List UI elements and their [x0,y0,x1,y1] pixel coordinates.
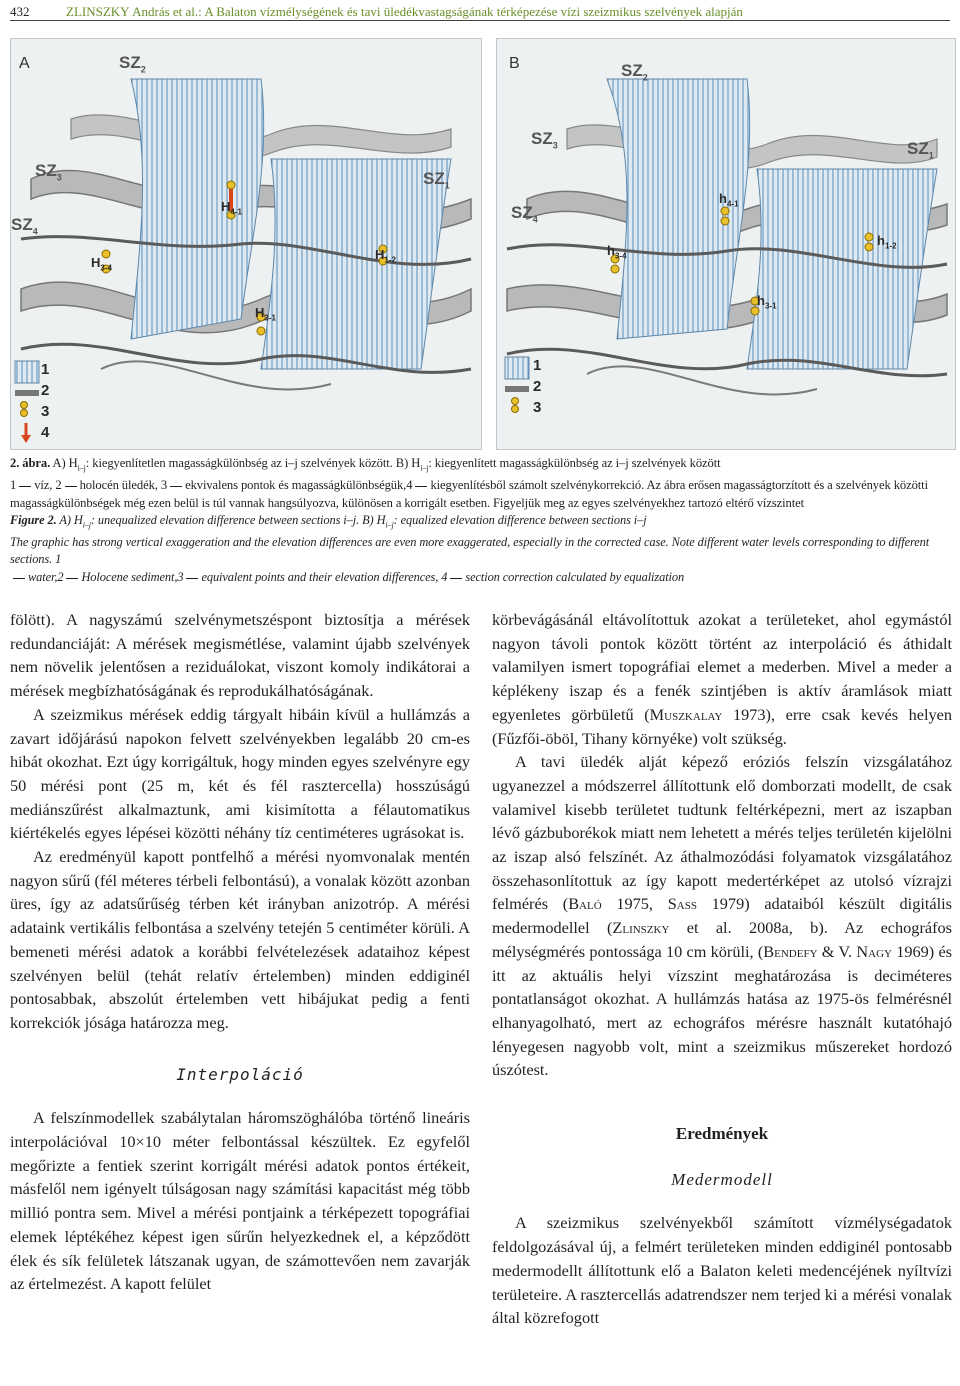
section-heading-eredmenyek: Eredmények [675,1124,769,1144]
paragraph: A szeizmikus szelvényekből számított vízmélységadatok feldolgozásával új, a felmért területeken minden eddiginél pontosabb medermodellt állítottunk elő a Balaton keleti medencéjének nyíltvízi területeire. A rasztercellás adatrendszer nem terjed ki a mérési vonalak által közrefogott [492,1213,952,1328]
legend-number: 3 [533,399,542,416]
right-column [492,608,952,1330]
section-label: $SZ_1$ [423,169,450,191]
legend-number: 3 [41,403,50,420]
panel-a-label: A [19,55,30,72]
panel-b-label: B [509,55,520,72]
panel-a-drawing [11,39,481,449]
elevation-label: $H_{3-1}$ [255,305,276,323]
paragraph: A tavi üledék alját képező eróziós felszín vizsgálatához ugyanezzel a módszerrel állítottunk elő domborzati modellt, de csak valamivel kisebb területet tudtunk feltérképezni, mert az iszapban lévő gázbuborékok miatt nem lehetett a mérés teljes területén kijelölni az iszap alsó felszínét. Az áthalmozódási folyamatok vizsgálatához összehasonlítottuk az így kapott medertérképet az utolsó vízrajzi felmérés (Baló 1975, Sass 1979) adataiból készült digitális medermodellel (Zlinszky et al. 2008a, b). Az echográfos mélységmérés pontossága 10 cm körüli, (Bendefy & V. Nagy 1969) és itt az aktuális helyi vízszint meghatározása is deciméteres pontatlanságot okozhat. A hullámzás hatása az 1975-ös felmérésnél elhanyagolható, mert az echográfos mérésre használt kutatóhajó lényegesen nagyobb volt, mint a szeizmikus műszereket hordozó úszótest. [492,752,953,1080]
legend-number: 1 [533,357,542,374]
page-number: 432 [10,4,30,19]
legend-number: 2 [41,382,50,399]
elevation-label: $H_{4-1}$ [221,199,242,217]
elevation-label: $H_{3-4}$ [91,255,112,273]
section-label: $SZ_3$ [35,161,62,183]
elevation-label: $h_{3-1}$ [757,293,777,311]
figure-caption-english: Figure 2. A) $H_{i-j}$: unequalized elevation difference between sections i–j. B) $H_{i-j}$: equalized elevation difference between sections i–j The graphic has strong vertical exaggeration and the elevation differences are even more exaggerated, especially in the corrected case. Note different water levels corresponding to different sections. 1 water,2 Holocene sediment,3 equivalent points and their elevation differences, 4 section correction calculated by equalization [10,513,930,584]
figure-2 [10,38,954,448]
paragraph: Az eredményül kapott pontfelhő a mérési nyomvonalak mentén nagyon sűrű (fél méteres térbeli felbontású), a vonalak között azonban üres, így az adatsűrűség térben két irányban anizotróp. A mérési adataink vertikális felbontása a szelvény tetején 5 centiméter körüli. A bemeneti mérési adatok a korábbi felvételezések adataihoz képest szelvényen belül (tehát relatív értelemben) minden eddiginél pontosabbak, abszolút értelemben vett hibájukat pedig a fenti korrekciók jósága határozza meg. [10,847,470,1032]
elevation-label: $h_{1-2}$ [877,233,897,251]
legend-number: 1 [41,361,50,378]
section-label: $SZ_2$ [119,53,146,75]
section-label: $SZ_3$ [531,129,558,151]
section-label: $SZ_4$ [11,215,38,237]
paragraph: A felszínmodellek szabálytalan háromszöghálóba történő lineáris interpolációval 10×10 méter felbontással készültek. Ez egyfelől megőrizte a fentiek szerint korrigált mérési adatok pontos értékeit, másfelől nem igényelt túlságosan nagy számítási kapacitást még több millió pontra sem. Mivel a mérési pontjaink a térképezett topográfiai elemek léptékéhez képest igen sűrűn helyezkednek el, a képződött élek és sík felületek látszanak ugyan, de számottevően nem zavarják az értelmezést. A kapott felület [10,1108,470,1294]
section-label: $SZ_1$ [907,139,934,161]
paragraph: körbevágásánál eltávolítottuk azokat a területeket, ahol egymástól nagyon távoli pontok között történt az interpoláció és áthidalt valamilyen ismert topográfiai elemet a mederben. Mivel a meder a képlékeny iszap és a fenék szintjében is aktív áramlások miatt egyenletes görbületű (Muszkalay 1973), erre csak kevés helyen (Fűzfői-öböl, Tihany környéke) volt szükség. [492,610,952,748]
legend-number: 4 [41,424,50,441]
figure-panel-b [496,38,956,450]
elevation-label: $H_{1-2}$ [375,247,396,265]
elevation-label: $h_{4-1}$ [719,191,739,209]
paragraph: A szeizmikus mérések eddig tárgyalt hibáin kívül a hullámzás a zavart időjárású napokon felvett szelvényekben legalább 20 cm-es hibát okozhat. Ezt úgy korrigáltuk, hogy minden egyes szelvényre egy 50 mérési pont (25 m, két és fél rasztercella) hosszúságú mediánszűrést alkalmaztunk, ami kisimította a félautomatikus kiértékelés egyes lépései közötti néhány tíz centiméteres ugrásokat is. [10,704,470,843]
figure-caption-hungarian: 2. ábra. A) $H_{i-j}$: kiegyenlítetlen magasságkülönbség az i–j szelvények között. B) $H_{i-j}$: kiegyenlített magasságkülönbség az i–j szelvények között 1 víz, 2 holocén üledék, 3 ekvivalens pontok és magasságkülönbségük,4 kiegyenlítésből számolt szelvénykorrekció. Az ábra erősen magasságtorzított és a szelvények közötti magasságkülönbségek még ezen belül is túl vannak hangsúlyozva, különösen a korrigált esetben. Figyeljük meg az egyes szelvényekhez tartozó eltérő vízszintet [10,456,928,510]
header-rule [10,20,950,21]
running-title: ZLINSZKY András et al.: A Balaton vízmélységének és tavi üledékvastagságának térképezése vízi szeizmikus szelvények alapján [66,4,743,19]
left-column [10,608,470,1296]
subsection-heading-medermodell: Medermodell [671,1169,773,1189]
section-label: $SZ_2$ [621,61,648,83]
section-heading-interpolacio: Interpoláció [176,1064,304,1084]
figure-panel-a [10,38,482,450]
section-label: $SZ_4$ [511,203,538,225]
paragraph: fölött). A nagyszámú szelvénymetszéspont biztosítja a mérések redundanciáját: A mérések megismétlése, valamint újabb szelvények nem növelik jelentősen a reziduálokat, viszont komoly indikátorai a mérések megbízhatóságának és reprodukálhatóságának. [10,610,470,701]
legend-number: 2 [533,378,542,395]
elevation-label: $h_{3-4}$ [607,243,627,261]
